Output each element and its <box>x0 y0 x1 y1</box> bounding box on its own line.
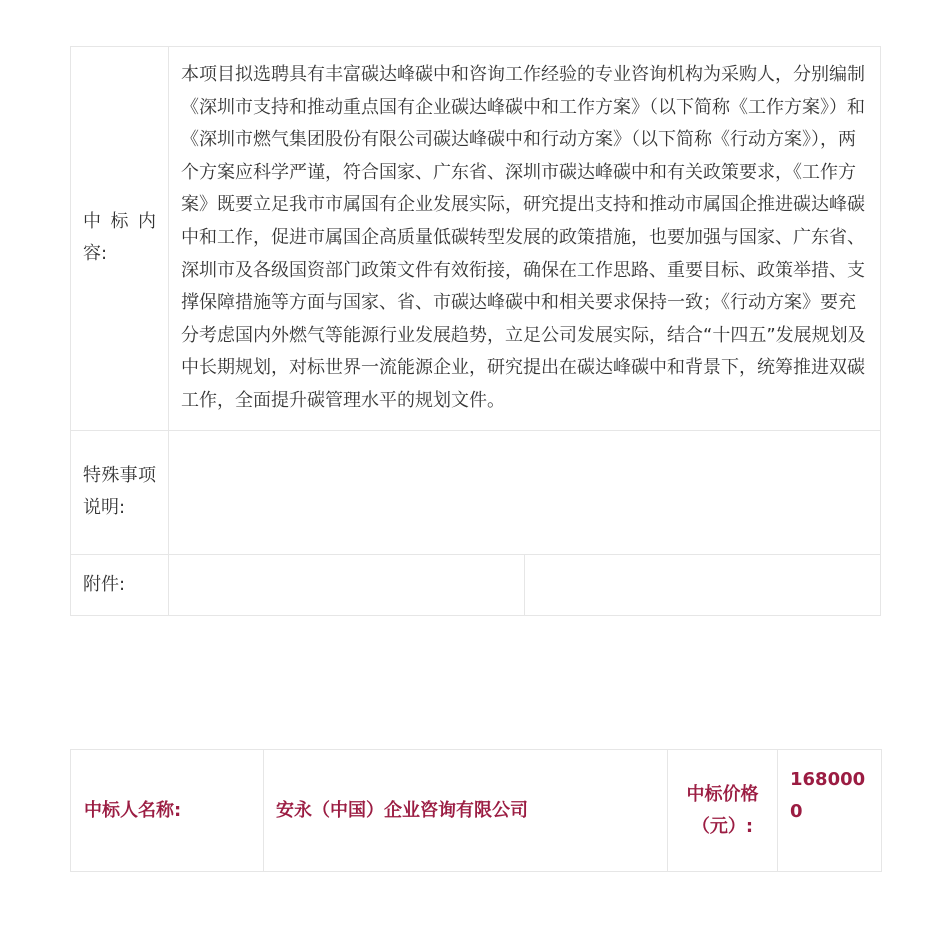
attachment-extra-cell <box>525 554 881 615</box>
attachment-text <box>169 554 525 615</box>
winner-name: 安永（中国）企业咨询有限公司 <box>264 750 668 872</box>
winner-label: 中标人名称: <box>71 750 264 872</box>
attachment-label: 附件: <box>71 554 169 615</box>
price-label: 中标价格（元）: <box>668 750 778 872</box>
content-label: 中标内容: <box>71 47 169 431</box>
content-row <box>71 47 881 431</box>
special-row <box>71 430 881 554</box>
attachment-row <box>71 554 881 615</box>
winner-table <box>70 749 882 872</box>
content-text: 本项目拟选聘具有丰富碳达峰碳中和咨询工作经验的专业咨询机构为采购人，分别编制《深圳市支持和推动重点国有企业碳达峰碳中和工作方案》（以下简称《工作方案》）和《深圳市燃气集团股份有限公司碳达峰碳中和行动方案》（以下简称《行动方案》），两个方案应科学严谨，符合国家、广东省、深圳市碳达峰碳中和有关政策要求，《工作方案》既要立足我市市属国有企业发展实际，研究提出支持和推动市属国企推进碳达峰碳中和工作，促进市属国企高质量低碳转型发展的政策措施，也要加强与国家、广东省、深圳市及各级国资部门政策文件有效衔接，确保在工作思路、重要目标、政策举措、支撑保障措施等方面与国家、省、市碳达峰碳中和相关要求保持一致；《行动方案》要充分考虑国内外燃气等能源行业发展趋势，立足公司发展实际，结合“十四五”发展规划及中长期规划，对标世界一流能源企业，研究提出在碳达峰碳中和背景下，统筹推进双碳工作，全面提升碳管理水平的规划文件。 <box>169 47 881 431</box>
price-value: 1680000 <box>778 750 882 872</box>
info-table <box>70 46 881 616</box>
special-label: 特殊事项说明: <box>71 430 169 554</box>
winner-row <box>71 750 882 872</box>
special-text <box>169 430 881 554</box>
